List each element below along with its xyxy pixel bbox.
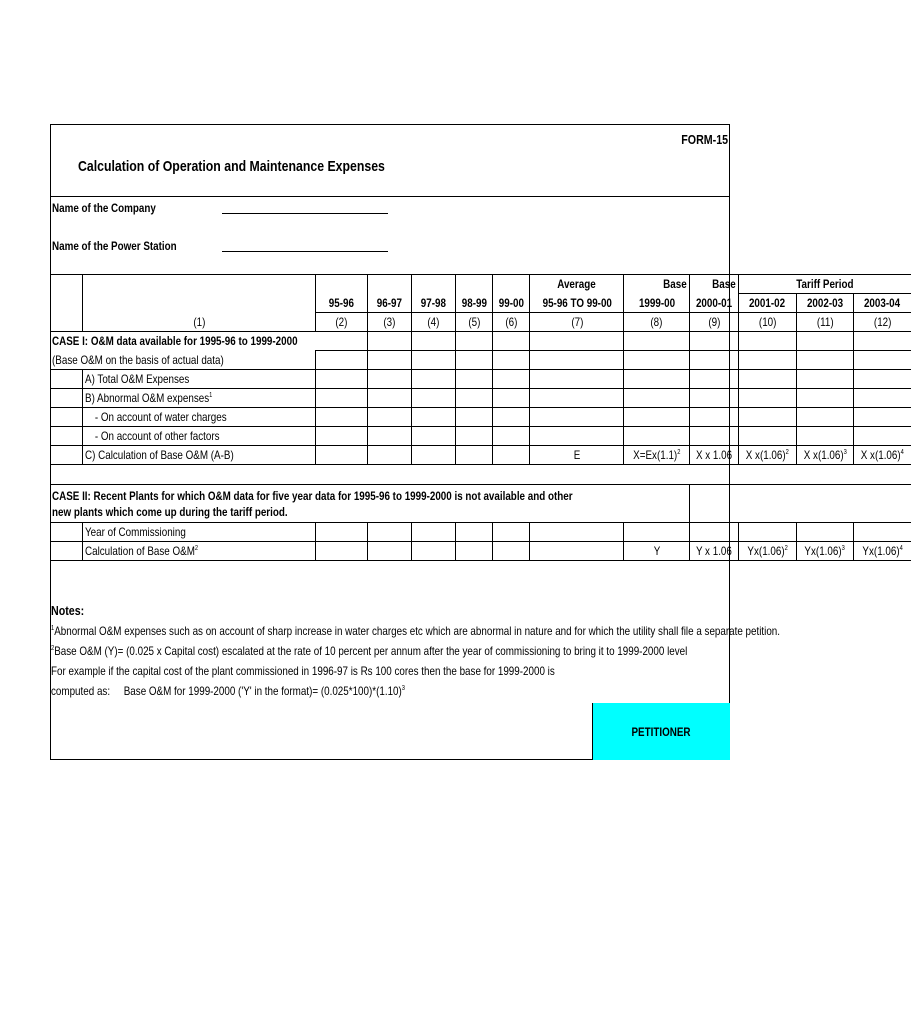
note-example-1: For example if the capital cost of the plant commissioned in 1996-97 is Rs 100 cores then the base for 1999-2000 is — [51, 664, 555, 678]
year-col-12: 2003-04 — [854, 294, 911, 313]
case1-subheading-row — [50, 351, 911, 370]
header-base-1: Base — [624, 275, 689, 294]
table-row — [50, 523, 911, 542]
colnum-1: (1) — [82, 313, 315, 332]
header-spacer — [50, 275, 82, 332]
station-input-line[interactable] — [222, 251, 388, 252]
case2-col10: $Yx(1.06)^2$ — [738, 542, 796, 561]
header-average: Average — [530, 275, 624, 294]
colnum-10: (10) — [738, 313, 796, 332]
year-col-10: 2001-02 — [738, 294, 796, 313]
row-base-om-calc-case2: Calculation of Base $O\&M^2$ — [82, 542, 315, 561]
table-row — [50, 427, 911, 446]
form-number: FORM-15 — [681, 132, 728, 147]
note-1: $^1$Abnormal O&M expenses such as on account of sharp increase in water charges etc which are abnormal in nature and for which the utility shall file a separate petition. — [51, 624, 781, 638]
petitioner-box — [592, 703, 730, 760]
year-col-7: 95-96 TO 99-00 — [530, 294, 624, 313]
row-water-charges: - On account of water charges — [82, 408, 315, 427]
year-col-3: 96-97 — [368, 294, 412, 313]
row-other-factors: - On account of other factors — [82, 427, 315, 446]
company-input-line[interactable] — [222, 213, 388, 214]
spacer-row — [50, 465, 911, 485]
case1-col12: X $x(1.06)^4$ — [854, 446, 911, 465]
header-group-row — [50, 275, 911, 294]
case1-col8: $X=Ex(1.1)^2$ — [624, 446, 689, 465]
petitioner-label: PETITIONER — [631, 724, 692, 739]
table-row — [50, 542, 911, 561]
notes-heading: Notes: — [51, 603, 85, 618]
colnum-12: (12) — [854, 313, 911, 332]
case1-col9: X x 1.06 — [689, 446, 738, 465]
case1-heading: CASE I: O&M data available for 1995-96 to 1999-2000 — [50, 332, 368, 351]
year-col-4: 97-98 — [411, 294, 455, 313]
table-row — [50, 446, 911, 465]
header-tariff-period: Tariff Period — [738, 275, 910, 294]
year-col-9: 2000-01 — [689, 294, 738, 313]
row-base-om-calc: C) Calculation of Base O&M (A-B) — [82, 446, 315, 465]
case2-col11: $Yx(1.06)^3$ — [796, 542, 854, 561]
row-year-commissioning: Year of Commissioning — [82, 523, 315, 542]
year-col-5: 98-99 — [455, 294, 492, 313]
colnum-2: (2) — [315, 313, 367, 332]
case2-col9: Y x 1.06 — [689, 542, 738, 561]
case1-subheading: (Base O&M on the basis of actual data) — [50, 351, 315, 370]
case2-col12: $Yx(1.06)^4$ — [854, 542, 911, 561]
year-col-8: 1999-00 — [624, 294, 689, 313]
case1-heading-row — [50, 332, 911, 351]
table-row — [50, 408, 911, 427]
table-row — [50, 370, 911, 389]
colnum-9: (9) — [689, 313, 738, 332]
colnum-4: (4) — [411, 313, 455, 332]
case1-col7: E — [530, 446, 624, 465]
page-title: Calculation of Operation and Maintenance Expenses — [78, 158, 385, 175]
row-abnormal-om: B) Abnormal O&M expenses$^1$ — [82, 389, 315, 408]
station-label: Name of the Power Station — [52, 239, 177, 253]
case1-col10: X $x(1.06)^2$ — [738, 446, 796, 465]
case1-col11: X $x(1.06)^3$ — [796, 446, 854, 465]
colnum-7: (7) — [530, 313, 624, 332]
om-expenses-table — [50, 274, 911, 561]
header-base-2: Base — [689, 275, 738, 294]
case2-heading-row — [50, 485, 911, 523]
colnum-11: (11) — [796, 313, 854, 332]
year-col-6: 99-00 — [493, 294, 530, 313]
title-divider — [50, 196, 730, 197]
colnum-6: (6) — [493, 313, 530, 332]
case2-heading: CASE II: Recent Plants for which O&M data for five year data for 1995-96 to 1999-2000 is not available and other new plants which come up during the tariff period. — [50, 485, 689, 523]
colnum-5: (5) — [455, 313, 492, 332]
year-col-11: 2002-03 — [796, 294, 854, 313]
note-example-2: computed as: Base O&M for 1999-2000 ('Y' in the format)= $(0.025*100)*(1.10)^3$ — [51, 684, 406, 698]
row-total-om: A) Total O&M Expenses — [82, 370, 315, 389]
case2-col8: Y — [624, 542, 689, 561]
header-years-row — [50, 294, 911, 313]
colnum-8: (8) — [624, 313, 689, 332]
company-label: Name of the Company — [52, 201, 156, 215]
table-row — [50, 389, 911, 408]
year-col-2: 95-96 — [315, 294, 367, 313]
colnum-3: (3) — [368, 313, 412, 332]
header-colnum-row — [50, 313, 911, 332]
note-2: $^2$Base O&M (Y)= (0.025 x Capital cost) escalated at the rate of 10 percent per annum after the year of commissioning to bring it to 1999-2000 level — [51, 644, 688, 658]
